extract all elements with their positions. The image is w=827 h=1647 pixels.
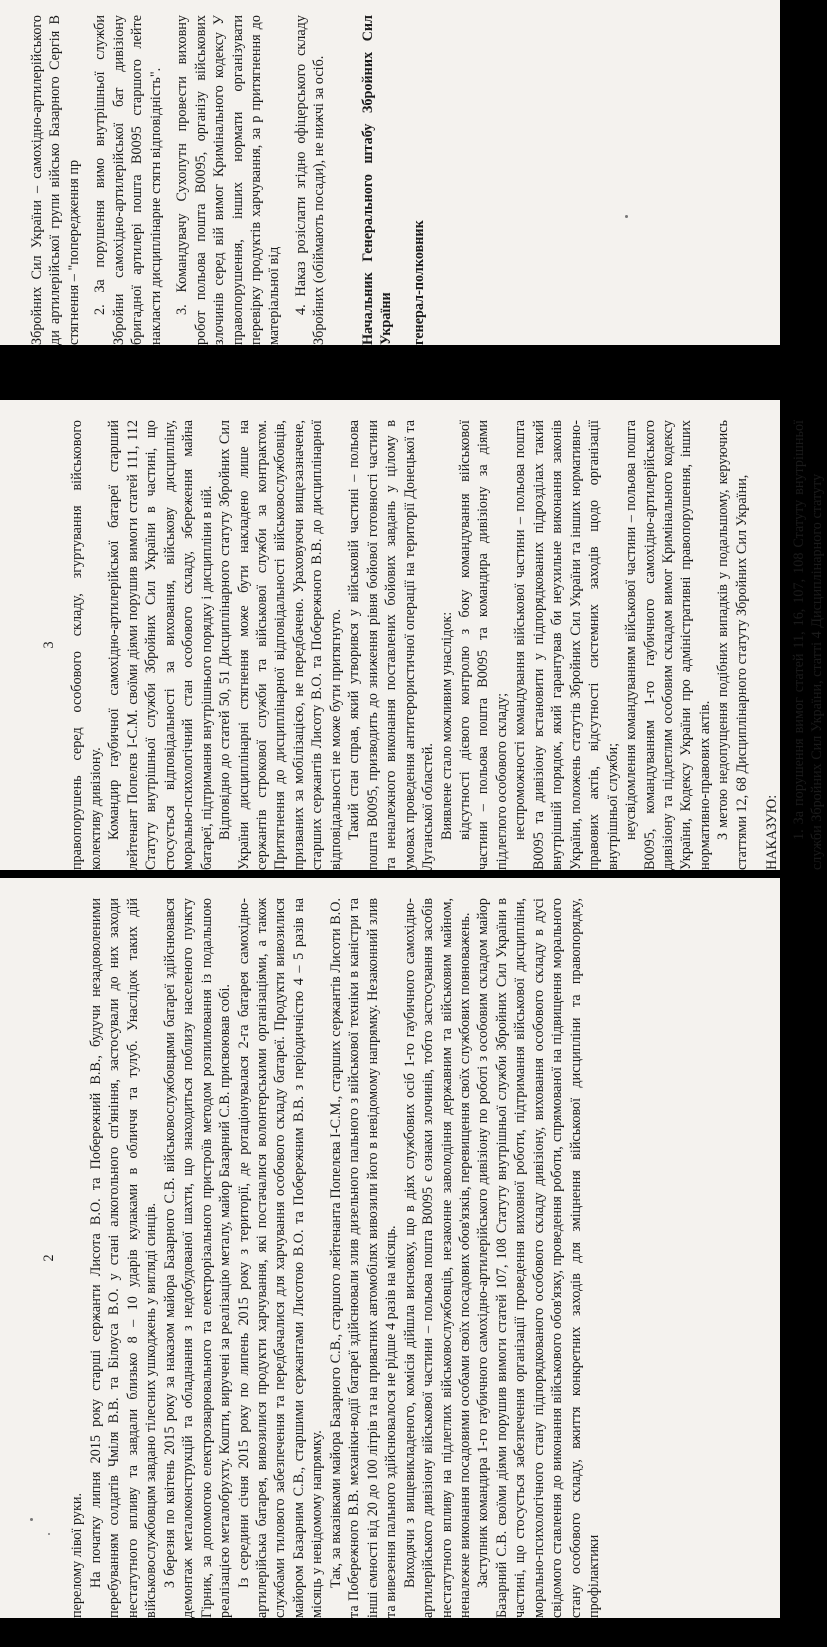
paragraph: Виходячи з вищевикладеного, комісія дійшла висновку, що в діях службових осіб 1-го гаубичного самохідно-артилерійського дивізіону військової частини – польова пошта В0095 є ознаки злочинів, тобто застосування засобів нестатутного впливу на підлеглих військовослужбовців, незаконне заволодіння державним та військовим майном, неналежне виконання посадовими особами своїх посадових обов'язків, перевищення своїх службових повноважень.	[401, 898, 473, 1618]
paragraph: З метою недопущення подібних випадків у подальшому, керуючись статтями 12, 68 Дисциплінарного статуту Збройних Сил України,	[715, 420, 750, 870]
paragraph: перелому лівої руки.	[69, 1492, 86, 1618]
paragraph: 1. За порушення вимог статей 11, 16, 107, 108 Статуту внутрішньої служби Збройних Сил України, статті 4 Дисциплінарного статуту	[790, 420, 826, 870]
paragraph: Заступник командира 1-го гаубичного самохідно-артилерійського дивізіону по роботі з особовим складом майор Базарний С.В. своїми діями порушив вимоги статей 107, 108 Статуту внутрішньої служби Збройних Сил України в частині, що стосується забезпечення організації проведення виховної роботи, підтримання військової дисципліни, морально-психологічного стану підпорядкованого особового складу дивізіону, виховання особового складу в дусі свідомого ставлення до виконання військового обов'язку, проведення роботи, спрямованої на підвищення морального стану особового складу, вжиття конкретних заходів для зміцнення військової дисципліни та правопорядку, профілактики	[475, 898, 603, 1618]
page-number: 3	[41, 641, 57, 649]
paragraph: З березня по квітень 2015 року за наказом майора Базарного С.В. військовослужбовцями батареї здійснювався демонтаж металоконструкцій та обладнання з недобудованої шахти, що знаходиться поблизу населеного пункту Гірник, за допомогою електрозварювального та електрорізального пристроїв методом розпилювання із подальшою реалізацією металобрухту. Кошти, виручені за реалізацію металу, майор Базарний С.В. присвоював собі.	[161, 898, 234, 1618]
paragraph: відсутності дієвого контролю з боку командування військової частини – польова пошта В0095 та командира дивізіону за діями підлеглого особового складу;	[456, 420, 510, 870]
page-number: 2	[41, 1254, 57, 1262]
paragraph: Командир гаубичної самохідно-артилерійської батареї старший лейтенант Попелєв І-С.М. своїми діями порушив вимоги статей 111, 112 Статуту внутрішньої служби Збройних Сил України в частині, що стосується відповідальності за виховання, військову дисципліну, морально-психологічний стан особового складу, збереження майна батареї, підтримання внутрішнього порядку і дисципліни в ній.	[106, 420, 215, 870]
page-top-text	[28, 15, 428, 345]
paragraph: На початку липня 2015 року старші сержанти Лисота В.О. та Побережний В.В., будучи незадоволеними перебуванням солдатів Чміля В.В. та Білоуса В.О. у стані алкогольного сп'яніння, застосували до них заходи нестатутного впливу та завдали близько 8 – 10 ударів кулаками в обличчя та тулуб. Унаслідок таких дій військовослужбовцям завдано тілесних ушкоджень у вигляді синців.	[87, 898, 160, 1618]
paragraph: Відповідно до статей 50, 51 Дисциплінарного статуту Збройних Сил України дисциплінарні стягнення може бути накладено лише на сержантів строкової служби та військової служби за контрактом. Притягнення до дисциплінарної відповідальності військовослужбовців, призваних за мобілізацією, не передбачено. Ураховуючи вищезазначене, старших сержантів Лисоту В.О. та Побережного В.В. до дисциплінарної відповідальності не може бути притягнуто.	[217, 420, 344, 870]
paragraph: Із середини січня 2015 року по липень 2015 року з території, де ротаціонувалася 2-га батарея самохідно-артилерійська батарея, вивозилися продукти харчування, які постачалися волонтерськими організаціями, а також службами тилового забезпечення та передбачалися для харчування особового складу батареї. Продукти вивозилися майором Базарним С.В., старшими сержантами Лисотою В.О. та Побережним В.В. з періодичністю 4 – 5 разів на місяць у невідомому напрямку.	[235, 898, 326, 1618]
paragraph: неусвідомлення командуванням військової частини – польова пошта В0095, командуванням 1-го гаубичного самохідно-артилерійського дивізіону та підлеглим особовим складом вимог Кримінального кодексу України, Кодексу України про адміністративні правопорушення, інших нормативно-правових актів.	[623, 420, 713, 870]
paragraph: Виявлене стало можливим унаслідок:	[438, 611, 455, 840]
paragraph: Такий стан справ, який утворився у військовій частині – польова пошта В0095, призводить до зниження рівня бойової готовності частини та неналежного виконання поставлених бойових завдань у цілому в умовах проведення антитерористичної операції на території Донецької та Луганської областей.	[346, 420, 437, 870]
paragraph: 3. Командувачу Сухопутн провести виховну робот польова пошта В0095, організу військових злочинів серед вій вимог Кримінального кодексу У правопорушення, інших нормати організувати перевірку продуктів харчування, за р притягнення до матеріальної від	[174, 15, 283, 345]
signature-title: Начальник Генерального штабу Збройних Сил України	[359, 15, 395, 345]
document-page-2	[0, 878, 780, 1618]
paragraph: 2. За порушення вимо внутрішньої служби Збройни самохідно-артилерійської бат дивізіону бригадної артилері пошта В0095 старшого лейте накласти дисциплінарне стягн відповідність".	[92, 15, 164, 345]
paragraph: Збройних Сил України – самохідно-артилерійського ди артилерійської групи військо Базарного Сергія В стягнення – "попередження пр	[29, 15, 82, 345]
paragraph: правопорушень серед особового складу, згуртування військового колективу дивізіону.	[69, 420, 104, 870]
document-page-top	[0, 0, 780, 345]
document-page-3	[0, 400, 826, 870]
paragraph: 4. Наказ розіслати згідно офіцерського складу Збройних (обіймають посади), не нижчі за осіб.	[292, 15, 328, 345]
order-heading: НАКАЗУЮ:	[764, 794, 781, 870]
page-3-text	[40, 420, 827, 870]
paragraph: неспроможності командування військової частини – польова пошта В0095 та дивізіону встановити у підпорядкованих підрозділах такий внутрішній порядок, який гарантував би неухильне виконання законів України, положень статутів Збройних Сил України та інших нормативно-правових актів, відсутності системних заходів щодо організації внутрішньої служби;	[512, 420, 621, 870]
page-2-text	[40, 898, 604, 1618]
signature-rank: генерал-полковник	[410, 220, 427, 345]
paragraph: Так, за вказівками майора Базарного С.В., старшого лейтенанта Попелєва І-С.М., старших сержантів Лисоти В.О. та Побережного В.В. механіки-водії батареї здійснювали злив дизельного пального з військової техніки в каністри та інші ємності від 20 до 100 літрів та на приватних автомобілях вивозили його в невідомому напрямку. Незаконний злив та вивезення пального здійснювалося не рідше 4 разів на місяць.	[327, 898, 400, 1618]
